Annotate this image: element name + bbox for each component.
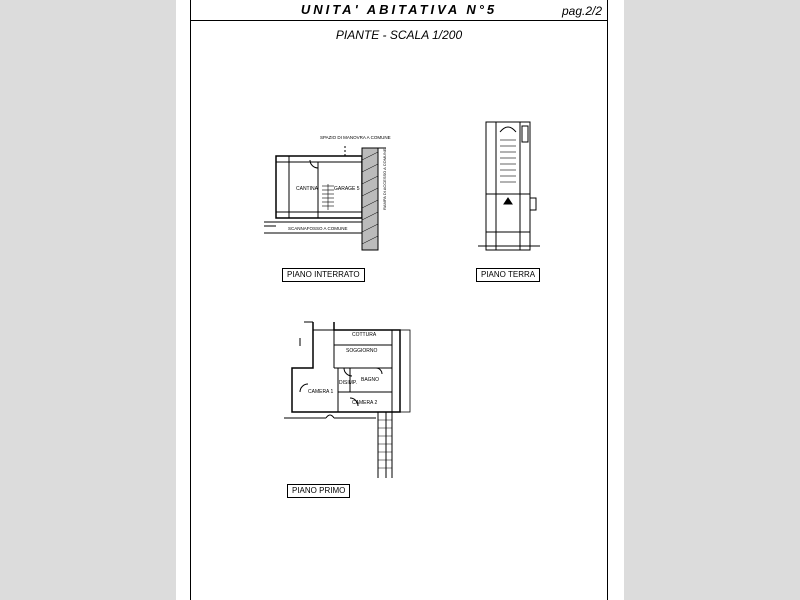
interrato-top-note: SPAZIO DI MANOVRA A COMUNE [320,135,391,140]
label-piano-terra: PIANO TERRA [476,268,540,282]
primo-soggiorno-label: SOGGIORNO [346,348,378,354]
plan-terra [478,122,540,250]
interrato-garage-label: GARAGE 5 [334,186,360,192]
primo-camera1-label: CAMERA 1 [308,389,334,395]
plan-primo [284,322,410,478]
interrato-side-note: RAMPA DI ACCESSO A COMUNE [382,148,387,210]
primo-camera2-label: CAMERA 2 [352,400,378,406]
interrato-bottom-note: SCANNAFOSSO A COMUNE [288,226,348,231]
plan-interrato [264,146,386,250]
label-piano-interrato: PIANO INTERRATO [282,268,365,282]
interrato-cantina-label: CANTINA [296,186,318,192]
document-title: UNITA' ABITATIVA N°5 [300,2,498,17]
page-number: pag.2/2 [562,4,603,18]
label-piano-primo: PIANO PRIMO [287,484,350,498]
primo-disimpegno-label: DISIMP. [339,380,357,386]
primo-cottura-label: COTTURA [352,332,377,338]
plans-scale-subtitle: PIANTE - SCALA 1/200 [335,28,463,42]
primo-bagno-label: BAGNO [361,377,380,383]
